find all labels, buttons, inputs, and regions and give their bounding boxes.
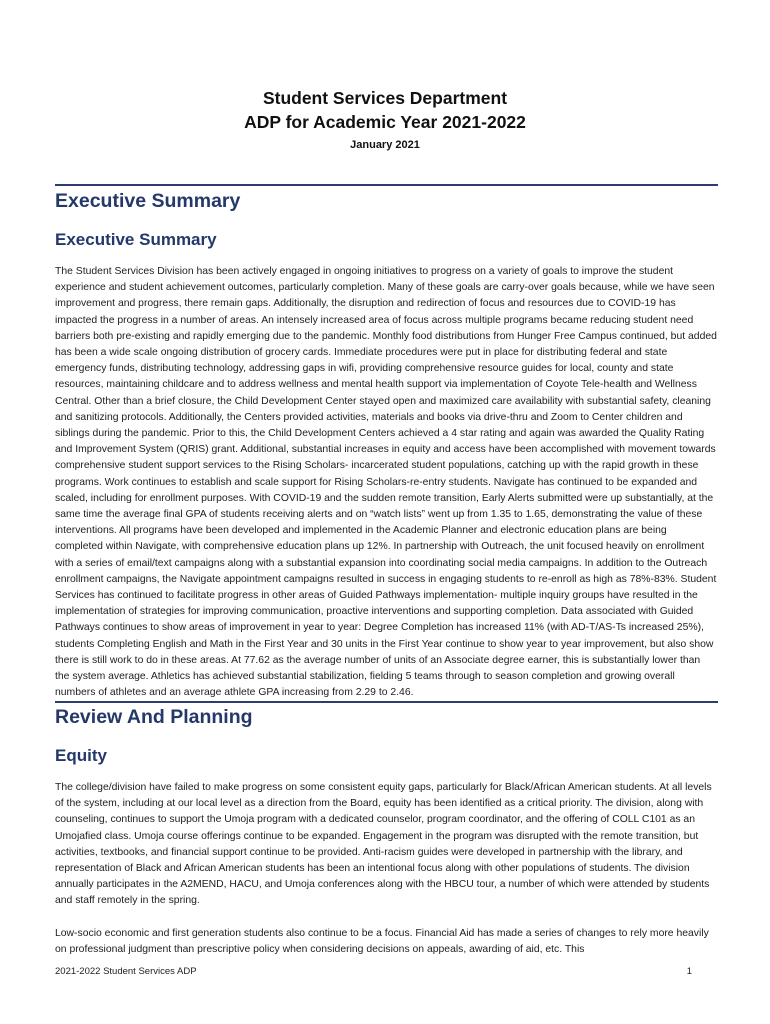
document-header: [0, 86, 770, 151]
executive-summary-paragraph: The Student Services Division has been actively engaged in ongoing initiatives to progress on a variety of goals to improve the student experience and student achievement outcomes, particularly completion. Many of these goals are carry-over goals because, while we have seen improvement and progress, there remain gaps. Additionally, the disruption and redirection of focus and resources due to COVID-19 has impacted the progress in a number of areas. An intensely increased area of focus across multiple programs became reducing student need barriers both pre-existing and rapidly emerging due to the pandemic. Monthly food distributions from Hunger Free Campus continued, but added has been a wide scale ongoing distribution of grocery cards. Immediate procedures were put in place for distributing federal and state emergency funds, distributing technology, addressing gaps in wifi, providing comprehensive resource guides for local, county and state resources, maintaining childcare and to address wellness and mental health support via implementation of Coyote Tele-health and Wellness Central. Other than a brief closure, the Child Development Center stayed open and maximized care availability with substantial safety, cleaning and sanitizing protocols. Additionally, the Centers provided activities, materials and books via drive-thru and Zoom to Center children and siblings during the pandemic. Prior to this, the Child Development Centers achieved a 4 star rating and again was awarded the Quality Rating and Improvement System (QRIS) grant. Additional, substantial increases in equity and access have been accomplished with movement towards comprehensive student support services to the Rising Scholars- incarcerated student populations, catching up with the rapid growth in these programs. Work continues to establish and scale support for Rising Scholars-re-entry students. Navigate has continued to be expanded and scaled, including for enrollment purposes. With COVID-19 and the sudden remote transition, Early Alerts submitted were up substantially, at the same time the average final GPA of students receiving alerts and on “watch lists” went up from 1.35 to 1.65, demonstrating the value of these interventions. All programs have been developed and implemented in the Academic Planner and electronic education plans are being completed within Navigate, with comprehensive education plans up 12%. In partnership with Outreach, the unit focused heavily on enrollment with a series of email/text campaigns along with a substantial expansion into coordinating social media campaigns. In addition to the Outreach enrollment campaigns, the Navigate appointment campaigns resulted in success in engaging students to re-enroll as high as 78%-83%. Student Services has continued to facilitate progress in other areas of Guided Pathways implementation- multiple inquiry groups have resulted in the implementation of strategies for improving communication, proactive interventions and supporting completion. Data associated with Guided Pathways continues to show areas of improvement in year to year: Degree Completion has increased 11% (with AD-T/AS-Ts increased 25%), students Completing English and Math in the First Year and 30 units in the First Year continue to show year to year improvement, but also show there is still work to do in these areas. At 77.62 as the average number of units of an Associate degree earner, this is substantially lower than the system average. Athletics has achieved substantial stabilization, fielding 5 teams through to season completion and growing overall numbers of athletes and an average athlete GPA increasing from 2.29 to 2.46.: [55, 266, 717, 699]
section-divider: [55, 701, 718, 703]
page-number: 1: [686, 966, 692, 977]
footer-document-title: 2021-2022 Student Services ADP: [55, 966, 197, 977]
review-and-planning-heading: Review And Planning: [55, 706, 253, 728]
equity-paragraph-1: The college/division have failed to make progress on some consistent equity gaps, particularly for Black/African American students. At all levels of the system, including at our local level as a direction from the Board, equity has been identified as a critical priority. The division, along with counseling, continues to support the Umoja program with a dedicated counselor, program coordinator, and the offering of COLL C101 as an Umojafied class. Umoja course offerings continue to be expanded. Engagement in the program was disrupted with the remote transition, but activities, textbooks, and financial support continue to be provided. Anti-racism guides were developed in partnership with the library, and representation of Black and African American students has been an intentional focus along with other populations of students. The division annually participates in the A2MEND, HACU, and Umoja conferences along with the HBCU tour, a number of which were attended by students and staff remotely in the spring.: [55, 782, 712, 907]
equity-text: [55, 780, 717, 958]
equity-subheading: Equity: [55, 746, 107, 765]
executive-summary-text: [55, 264, 717, 701]
executive-summary-subheading: Executive Summary: [55, 230, 217, 249]
section-divider: [55, 184, 718, 186]
equity-paragraph-2: Low-socio economic and first generation students also continue to be a focus. Financial Aid has made a series of changes to rely more heavily on professional judgment than prescriptive policy when considering decisions on appeals, awarding of aid, etc. This: [55, 927, 709, 955]
executive-summary-heading: Executive Summary: [55, 190, 241, 212]
department-title: Student Services Department: [262, 88, 508, 108]
adp-title: ADP for Academic Year 2021-2022: [244, 112, 526, 132]
document-date: January 2021: [350, 139, 420, 151]
